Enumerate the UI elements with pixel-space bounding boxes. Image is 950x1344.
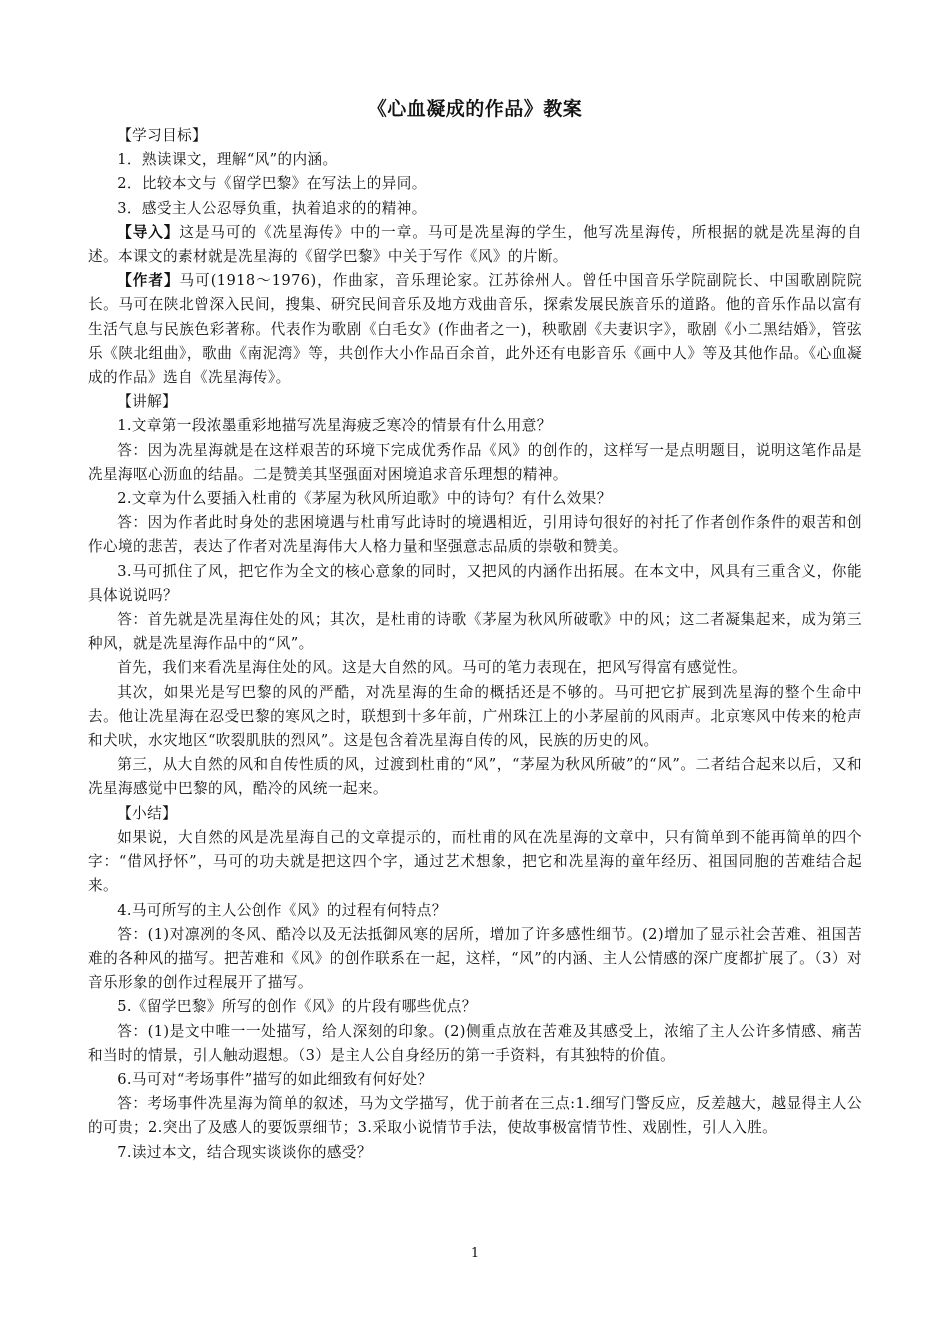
answer-paragraph: 答：因为作者此时身处的悲困境遇与杜甫写此诗时的境遇相近，引用诗句很好的衬托了作者创作条件的艰苦和创作心境的悲苦，表达了作者对冼星海伟大人格力量和坚强意志品质的崇敬和赞美。	[88, 514, 862, 556]
goal-item: 3．感受主人公忍辱负重，执着追求的的精神。	[117, 199, 427, 217]
goals-heading: 【学习目标】	[117, 127, 208, 144]
body-paragraph: 首先，我们来看冼星海住处的风。这是大自然的风。马可的笔力表现在，把风写得富有感觉性。	[117, 659, 747, 677]
answer-paragraph: 答：因为冼星海就是在这样艰苦的环境下完成优秀作品《风》的创作的，这样写一是点明题目，说明这笔作品是冼星海呕心沥血的结晶。二是赞美其坚强面对困境追求音乐理想的精神。	[88, 441, 862, 483]
goal-item: 2．比较本文与《留学巴黎》在写法上的异同。	[117, 175, 427, 193]
question-paragraph: 7.读过本文，结合现实谈谈你的感受？	[117, 1143, 372, 1161]
intro-label: 【导入】	[117, 223, 180, 241]
answer-paragraph: 答：(1)对凛冽的冬风、酷冷以及无法抵御风寒的居所，增加了许多感性细节。(2)增加了显示社会苦难、祖国苦难的各种风的描写。把苦难和《风》的创作联系在一起，这样，“风”的内涵、主人公情感的深广度都扩展了。（3）对音乐形象的创作过程展开了描写。	[88, 925, 862, 992]
intro-text: 这是马可的《冼星海传》中的一章。马可是冼星海的学生，他写冼星海传，所根据的就是冼星海的自述。本课文的素材就是冼星海的《留学巴黎》中关于写作《风》的片断。	[88, 223, 862, 266]
goal-item: 1．熟读课文，理解“风”的内涵。	[117, 151, 338, 169]
author-label: 【作者】	[117, 272, 180, 290]
author-text: 马可(1918～1976)，作曲家，音乐理论家。江苏徐州人。曾任中国音乐学院副院长、中国歌剧院院长。马可在陕北曾深入民间，搜集、研究民间音乐及地方戏曲音乐，探索发展民族音乐的道路。他的音乐作品以富有生活气息与民族色彩著称。代表作为歌剧《白毛女》(作曲者之一)，秧歌剧《夫妻识字》，歌剧《小二黑结婚》，管弦乐《陕北组曲》，歌曲《南泥湾》等，共创作大小作品百余首，此外还有电影音乐《画中人》等及其他作品。《心血凝成的作品》选自《冼星海传》。	[88, 272, 862, 387]
answer-paragraph: 答：首先就是冼星海住处的风；其次，是杜甫的诗歌《茅屋为秋风所破歌》中的风；这二者凝集起来，成为第三种风，就是冼星海作品中的“风”。	[88, 611, 862, 653]
intro-paragraph	[88, 221, 862, 269]
page-number: 1	[470, 1246, 480, 1261]
document-title: 《心血凝成的作品》教案	[367, 98, 583, 120]
author-paragraph	[88, 269, 862, 390]
question-paragraph: 5.《留学巴黎》所写的创作《风》的片段有哪些优点？	[117, 998, 477, 1016]
explain-heading: 【讲解】	[117, 393, 178, 411]
body-paragraph: 其次，如果光是写巴黎的风的严酷，对冼星海的生命的概括还是不够的。马可把它扩展到冼星海的整个生命中去。他让冼星海在忍受巴黎的寒风之时，联想到十多年前，广州珠江上的小茅屋前的风雨声。北京寒风中传来的枪声和犬吠，水灾地区“吹裂肌肤的烈风”。这是包含着冼星海自传的风，民族的历史的风。	[88, 683, 862, 750]
body-paragraph: 如果说，大自然的风是冼星海自己的文章提示的，而杜甫的风在冼星海的文章中，只有简单到不能再简单的四个字：“借风抒怀”，马可的功夫就是把这四个字，通过艺术想象，把它和冼星海的童年经历、祖国同胞的苦难结合起来。	[88, 828, 862, 895]
body-paragraph: 第三，从大自然的风和自传性质的风，过渡到杜甫的“风”，“茅屋为秋风所破”的“风”。二者结合起来以后，又和冼星海感觉中巴黎的风，酷冷的风统一起来。	[88, 756, 862, 798]
document-body	[88, 96, 862, 1165]
question-paragraph: 6.马可对“考场事件”描写的如此细致有何好处？	[117, 1070, 433, 1088]
question-paragraph: 3.马可抓住了风，把它作为全文的核心意象的同时，又把风的内涵作出拓展。在本文中，风具有三重含义，你能具体说说吗？	[88, 562, 862, 604]
question-paragraph: 1.文章第一段浓墨重彩地描写冼星海疲乏寒冷的情景有什么用意？	[117, 417, 552, 435]
answer-paragraph: 答：(1)是文中唯一一处描写，给人深刻的印象。(2)侧重点放在苦难及其感受上，浓缩了主人公许多情感、痛苦和当时的情景，引人触动遐想。（3）是主人公自身经历的第一手资料，有其独特的价值。	[88, 1022, 862, 1064]
answer-paragraph: 答：考场事件冼星海为简单的叙述，马为文学描写，优于前者在三点:1.细写门警反应，反差越大，越显得主人公的可贵；2.突出了及感人的要饭票细节；3.采取小说情节手法，使故事极富情节性、戏剧性，引人入胜。	[88, 1095, 862, 1137]
question-paragraph: 4.马可所写的主人公创作《风》的过程有何特点？	[117, 901, 447, 919]
question-paragraph: 2.文章为什么要插入杜甫的《茅屋为秋风所迫歌》中的诗句？有什么效果？	[117, 490, 612, 508]
summary-heading: 【小结】	[117, 804, 178, 822]
